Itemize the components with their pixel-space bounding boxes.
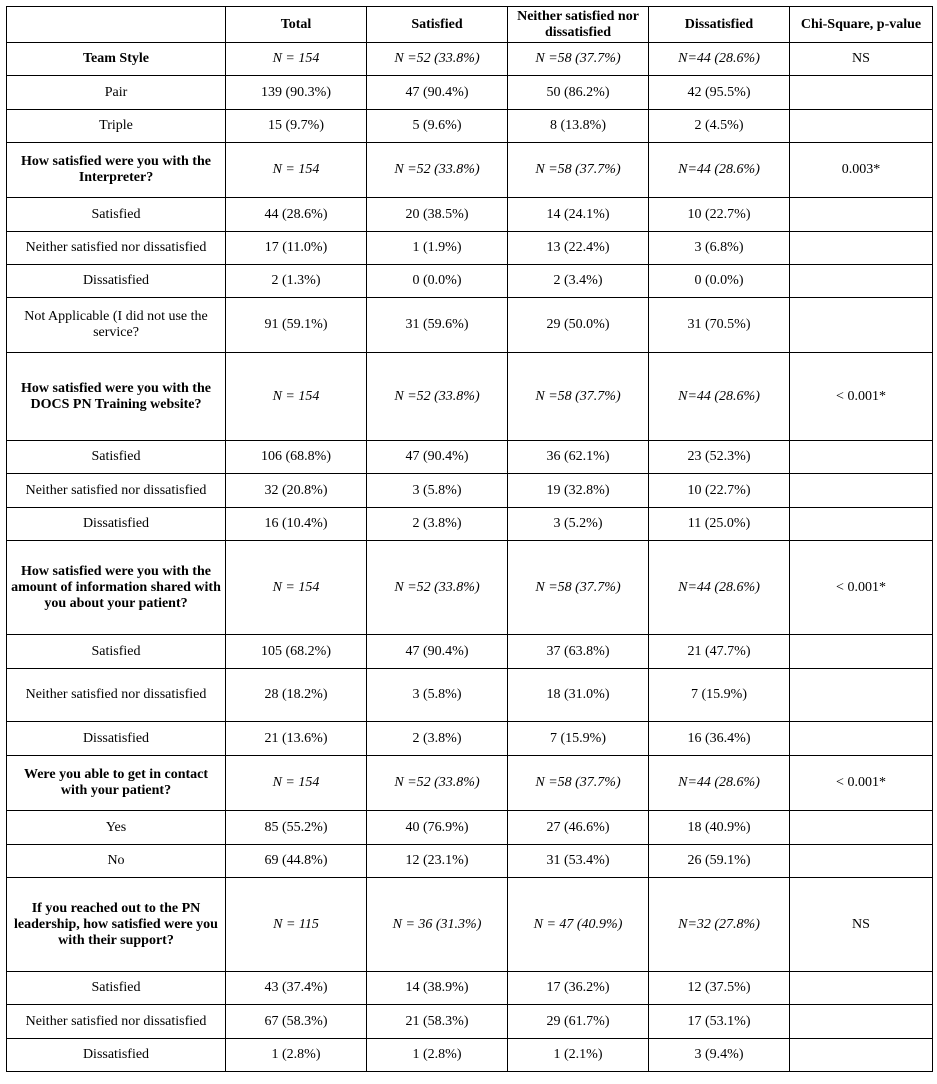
cell-total: 15 (9.7%) bbox=[226, 110, 367, 143]
cell-satisfied: 1 (2.8%) bbox=[367, 1039, 508, 1072]
cell-total: N = 154 bbox=[226, 353, 367, 441]
cell-chi-square: NS bbox=[790, 43, 933, 76]
cell-total: N = 154 bbox=[226, 756, 367, 811]
cell-dissatisfied: N=44 (28.6%) bbox=[649, 43, 790, 76]
cell-neither: N = 47 (40.9%) bbox=[508, 878, 649, 972]
cell-satisfied: 1 (1.9%) bbox=[367, 232, 508, 265]
cell-chi-square bbox=[790, 972, 933, 1005]
table-row bbox=[7, 508, 933, 541]
cell-satisfied: N =52 (33.8%) bbox=[367, 541, 508, 635]
cell-dissatisfied: N=44 (28.6%) bbox=[649, 756, 790, 811]
cell-chi-square bbox=[790, 722, 933, 756]
cell-dissatisfied: 42 (95.5%) bbox=[649, 76, 790, 110]
cell-neither: 50 (86.2%) bbox=[508, 76, 649, 110]
cell-chi-square bbox=[790, 474, 933, 508]
header-dissatisfied: Dissatisfied bbox=[649, 7, 790, 43]
cell-total: 43 (37.4%) bbox=[226, 972, 367, 1005]
survey-results-table bbox=[6, 6, 933, 1072]
table-row bbox=[7, 722, 933, 756]
cell-neither: 29 (50.0%) bbox=[508, 298, 649, 353]
cell-total: 91 (59.1%) bbox=[226, 298, 367, 353]
row-label: Neither satisfied nor dissatisfied bbox=[7, 669, 226, 722]
section-row bbox=[7, 143, 933, 198]
row-label: Neither satisfied nor dissatisfied bbox=[7, 232, 226, 265]
cell-total: 16 (10.4%) bbox=[226, 508, 367, 541]
cell-satisfied: N =52 (33.8%) bbox=[367, 43, 508, 76]
cell-satisfied: 47 (90.4%) bbox=[367, 635, 508, 669]
header-blank bbox=[7, 7, 226, 43]
cell-neither: N =58 (37.7%) bbox=[508, 353, 649, 441]
table-row bbox=[7, 265, 933, 298]
table-row bbox=[7, 635, 933, 669]
cell-satisfied: 5 (9.6%) bbox=[367, 110, 508, 143]
cell-neither: N =58 (37.7%) bbox=[508, 756, 649, 811]
cell-satisfied: 47 (90.4%) bbox=[367, 441, 508, 474]
cell-neither: 3 (5.2%) bbox=[508, 508, 649, 541]
cell-total: N = 154 bbox=[226, 43, 367, 76]
header-neither: Neither satisfied nor dissatisfied bbox=[508, 7, 649, 43]
row-label: Dissatisfied bbox=[7, 1039, 226, 1072]
cell-chi-square bbox=[790, 635, 933, 669]
cell-neither: N =58 (37.7%) bbox=[508, 541, 649, 635]
cell-satisfied: 31 (59.6%) bbox=[367, 298, 508, 353]
table-row bbox=[7, 1039, 933, 1072]
cell-neither: 19 (32.8%) bbox=[508, 474, 649, 508]
cell-chi-square bbox=[790, 508, 933, 541]
table-row bbox=[7, 811, 933, 845]
table-row bbox=[7, 441, 933, 474]
row-label: Dissatisfied bbox=[7, 722, 226, 756]
cell-neither: 1 (2.1%) bbox=[508, 1039, 649, 1072]
row-label: Satisfied bbox=[7, 441, 226, 474]
cell-total: N = 154 bbox=[226, 541, 367, 635]
row-label: Satisfied bbox=[7, 635, 226, 669]
cell-total: N = 154 bbox=[226, 143, 367, 198]
cell-satisfied: 3 (5.8%) bbox=[367, 474, 508, 508]
row-label: Satisfied bbox=[7, 198, 226, 232]
section-row bbox=[7, 878, 933, 972]
row-label: No bbox=[7, 845, 226, 878]
cell-neither: 29 (61.7%) bbox=[508, 1005, 649, 1039]
cell-satisfied: 0 (0.0%) bbox=[367, 265, 508, 298]
cell-chi-square: < 0.001* bbox=[790, 756, 933, 811]
cell-total: 1 (2.8%) bbox=[226, 1039, 367, 1072]
cell-total: 28 (18.2%) bbox=[226, 669, 367, 722]
row-label: Team Style bbox=[7, 43, 226, 76]
cell-satisfied: N =52 (33.8%) bbox=[367, 353, 508, 441]
row-label: Dissatisfied bbox=[7, 265, 226, 298]
cell-dissatisfied: 18 (40.9%) bbox=[649, 811, 790, 845]
row-label: Neither satisfied nor dissatisfied bbox=[7, 474, 226, 508]
cell-total: 106 (68.8%) bbox=[226, 441, 367, 474]
cell-chi-square: 0.003* bbox=[790, 143, 933, 198]
cell-dissatisfied: 3 (9.4%) bbox=[649, 1039, 790, 1072]
row-label: Satisfied bbox=[7, 972, 226, 1005]
cell-total: 2 (1.3%) bbox=[226, 265, 367, 298]
table-row bbox=[7, 972, 933, 1005]
cell-dissatisfied: 11 (25.0%) bbox=[649, 508, 790, 541]
cell-chi-square: < 0.001* bbox=[790, 541, 933, 635]
cell-total: 32 (20.8%) bbox=[226, 474, 367, 508]
table-header-row bbox=[7, 7, 933, 43]
row-label: How satisfied were you with the DOCS PN Training website? bbox=[7, 353, 226, 441]
cell-dissatisfied: N=44 (28.6%) bbox=[649, 143, 790, 198]
cell-chi-square: < 0.001* bbox=[790, 353, 933, 441]
cell-dissatisfied: 10 (22.7%) bbox=[649, 474, 790, 508]
table-body bbox=[7, 43, 933, 1072]
table-row bbox=[7, 1005, 933, 1039]
cell-dissatisfied: N=44 (28.6%) bbox=[649, 541, 790, 635]
cell-satisfied: N =52 (33.8%) bbox=[367, 143, 508, 198]
cell-dissatisfied: 21 (47.7%) bbox=[649, 635, 790, 669]
row-label: How satisfied were you with the amount of information shared with you about your patient? bbox=[7, 541, 226, 635]
cell-neither: N =58 (37.7%) bbox=[508, 143, 649, 198]
cell-total: 67 (58.3%) bbox=[226, 1005, 367, 1039]
cell-dissatisfied: 2 (4.5%) bbox=[649, 110, 790, 143]
cell-chi-square bbox=[790, 441, 933, 474]
table-row bbox=[7, 298, 933, 353]
cell-chi-square bbox=[790, 811, 933, 845]
cell-dissatisfied: 23 (52.3%) bbox=[649, 441, 790, 474]
cell-neither: 27 (46.6%) bbox=[508, 811, 649, 845]
table-row bbox=[7, 669, 933, 722]
section-row bbox=[7, 541, 933, 635]
row-label: Were you able to get in contact with your patient? bbox=[7, 756, 226, 811]
table-row bbox=[7, 845, 933, 878]
cell-chi-square bbox=[790, 669, 933, 722]
cell-satisfied: 2 (3.8%) bbox=[367, 722, 508, 756]
cell-neither: 7 (15.9%) bbox=[508, 722, 649, 756]
header-total: Total bbox=[226, 7, 367, 43]
cell-neither: 14 (24.1%) bbox=[508, 198, 649, 232]
cell-neither: 13 (22.4%) bbox=[508, 232, 649, 265]
cell-neither: 2 (3.4%) bbox=[508, 265, 649, 298]
table-row bbox=[7, 110, 933, 143]
table-row bbox=[7, 474, 933, 508]
section-row bbox=[7, 353, 933, 441]
cell-neither: 36 (62.1%) bbox=[508, 441, 649, 474]
cell-dissatisfied: N=32 (27.8%) bbox=[649, 878, 790, 972]
cell-chi-square bbox=[790, 198, 933, 232]
row-label: Neither satisfied nor dissatisfied bbox=[7, 1005, 226, 1039]
cell-neither: 8 (13.8%) bbox=[508, 110, 649, 143]
cell-dissatisfied: 10 (22.7%) bbox=[649, 198, 790, 232]
row-label: If you reached out to the PN leadership, how satisfied were you with their support? bbox=[7, 878, 226, 972]
cell-total: 17 (11.0%) bbox=[226, 232, 367, 265]
cell-total: 21 (13.6%) bbox=[226, 722, 367, 756]
cell-chi-square: NS bbox=[790, 878, 933, 972]
section-row bbox=[7, 756, 933, 811]
cell-satisfied: N =52 (33.8%) bbox=[367, 756, 508, 811]
table-row bbox=[7, 76, 933, 110]
cell-dissatisfied: N=44 (28.6%) bbox=[649, 353, 790, 441]
cell-satisfied: 12 (23.1%) bbox=[367, 845, 508, 878]
row-label: Yes bbox=[7, 811, 226, 845]
cell-total: 105 (68.2%) bbox=[226, 635, 367, 669]
cell-dissatisfied: 0 (0.0%) bbox=[649, 265, 790, 298]
cell-satisfied: 47 (90.4%) bbox=[367, 76, 508, 110]
cell-total: 85 (55.2%) bbox=[226, 811, 367, 845]
cell-neither: 37 (63.8%) bbox=[508, 635, 649, 669]
row-label: Pair bbox=[7, 76, 226, 110]
cell-chi-square bbox=[790, 1005, 933, 1039]
cell-total: 69 (44.8%) bbox=[226, 845, 367, 878]
cell-satisfied: 2 (3.8%) bbox=[367, 508, 508, 541]
cell-dissatisfied: 17 (53.1%) bbox=[649, 1005, 790, 1039]
cell-total: 139 (90.3%) bbox=[226, 76, 367, 110]
cell-dissatisfied: 3 (6.8%) bbox=[649, 232, 790, 265]
cell-neither: N =58 (37.7%) bbox=[508, 43, 649, 76]
header-satisfied: Satisfied bbox=[367, 7, 508, 43]
cell-total: 44 (28.6%) bbox=[226, 198, 367, 232]
cell-satisfied: 20 (38.5%) bbox=[367, 198, 508, 232]
cell-satisfied: 3 (5.8%) bbox=[367, 669, 508, 722]
table-row bbox=[7, 232, 933, 265]
cell-dissatisfied: 26 (59.1%) bbox=[649, 845, 790, 878]
cell-dissatisfied: 31 (70.5%) bbox=[649, 298, 790, 353]
cell-chi-square bbox=[790, 232, 933, 265]
cell-satisfied: N = 36 (31.3%) bbox=[367, 878, 508, 972]
row-label: Not Applicable (I did not use the service? bbox=[7, 298, 226, 353]
cell-neither: 31 (53.4%) bbox=[508, 845, 649, 878]
table-row bbox=[7, 198, 933, 232]
section-row bbox=[7, 43, 933, 76]
cell-neither: 18 (31.0%) bbox=[508, 669, 649, 722]
cell-chi-square bbox=[790, 1039, 933, 1072]
cell-chi-square bbox=[790, 76, 933, 110]
cell-dissatisfied: 16 (36.4%) bbox=[649, 722, 790, 756]
cell-satisfied: 14 (38.9%) bbox=[367, 972, 508, 1005]
header-chi-square: Chi-Square, p-value bbox=[790, 7, 933, 43]
cell-chi-square bbox=[790, 845, 933, 878]
cell-total: N = 115 bbox=[226, 878, 367, 972]
cell-satisfied: 21 (58.3%) bbox=[367, 1005, 508, 1039]
cell-neither: 17 (36.2%) bbox=[508, 972, 649, 1005]
cell-chi-square bbox=[790, 298, 933, 353]
row-label: Triple bbox=[7, 110, 226, 143]
cell-satisfied: 40 (76.9%) bbox=[367, 811, 508, 845]
cell-dissatisfied: 7 (15.9%) bbox=[649, 669, 790, 722]
cell-chi-square bbox=[790, 265, 933, 298]
row-label: Dissatisfied bbox=[7, 508, 226, 541]
row-label: How satisfied were you with the Interpreter? bbox=[7, 143, 226, 198]
cell-dissatisfied: 12 (37.5%) bbox=[649, 972, 790, 1005]
cell-chi-square bbox=[790, 110, 933, 143]
